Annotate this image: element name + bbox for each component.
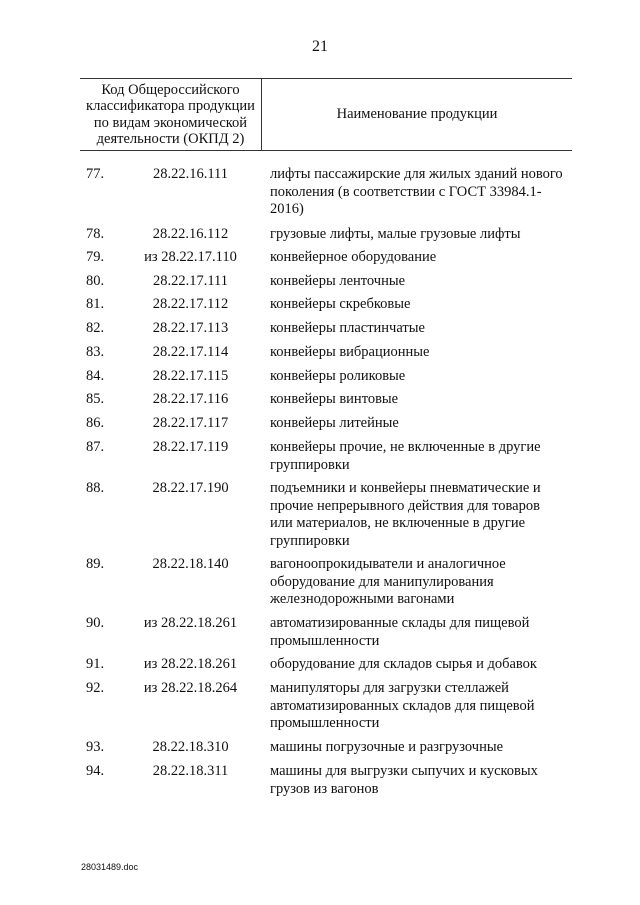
row-code: 28.22.16.112 xyxy=(152,226,229,242)
row-code: 28.22.17.116 xyxy=(152,391,229,407)
row-name: конвейеры ленточные xyxy=(270,273,406,289)
row-code: 28.22.17.119 xyxy=(152,439,229,455)
row-number: 79. xyxy=(86,249,105,265)
row-number: 92. xyxy=(86,680,105,696)
row-code: 28.22.17.115 xyxy=(152,368,229,384)
row-number: 86. xyxy=(86,415,105,431)
row-code: 28.22.17.190 xyxy=(152,480,229,496)
row-number: 81. xyxy=(86,296,105,312)
row-number: 80. xyxy=(86,273,105,289)
row-name: манипуляторы для загрузки стеллажей автоматизированных складов для пищевой промышленности xyxy=(270,680,535,731)
row-code: 28.22.18.311 xyxy=(152,763,229,779)
row-code: 28.22.17.111 xyxy=(152,273,229,289)
row-number: 91. xyxy=(86,656,105,672)
row-number: 94. xyxy=(86,763,105,779)
row-number: 90. xyxy=(86,615,105,631)
row-name: машины для выгрузки сыпучих и кусковых грузов из вагонов xyxy=(270,763,538,797)
table-header xyxy=(80,78,572,151)
row-number: 78. xyxy=(86,226,105,242)
row-code: из 28.22.18.261 xyxy=(143,656,238,672)
row-code: 28.22.17.113 xyxy=(152,320,229,336)
row-name: конвейеры роликовые xyxy=(270,368,406,384)
row-number: 89. xyxy=(86,556,105,572)
row-name: автоматизированные склады для пищевой промышленности xyxy=(270,615,530,649)
row-code: 28.22.18.310 xyxy=(152,739,229,755)
row-name: оборудование для складов сырья и добавок xyxy=(270,656,537,672)
row-code: 28.22.18.140 xyxy=(152,556,229,572)
row-name: конвейеры прочие, не включенные в другие группировки xyxy=(270,439,541,473)
row-name: конвейеры винтовые xyxy=(270,391,399,407)
header-name-column: Наименование продукции xyxy=(336,106,498,122)
row-name: грузовые лифты, малые грузовые лифты xyxy=(270,226,521,242)
row-code: из 28.22.18.264 xyxy=(143,680,238,696)
row-number: 93. xyxy=(86,739,105,755)
row-number: 83. xyxy=(86,344,105,360)
row-name: конвейеры скребковые xyxy=(270,296,411,312)
row-number: 85. xyxy=(86,391,105,407)
row-number: 82. xyxy=(86,320,105,336)
row-code: из 28.22.17.110 xyxy=(144,249,237,265)
row-code: 28.22.17.117 xyxy=(152,415,229,431)
row-name: конвейеры литейные xyxy=(270,415,399,431)
row-name: конвейерное оборудование xyxy=(270,249,437,265)
row-code: 28.22.17.112 xyxy=(152,296,229,312)
row-code: 28.22.17.114 xyxy=(152,344,229,360)
row-number: 77. xyxy=(86,166,105,182)
row-name: машины погрузочные и разгрузочные xyxy=(270,739,504,755)
row-name: конвейеры пластинчатые xyxy=(270,320,425,336)
row-code: из 28.22.18.261 xyxy=(143,615,238,631)
row-number: 84. xyxy=(86,368,105,384)
row-number: 88. xyxy=(86,480,105,496)
page-number: 21 xyxy=(312,38,328,55)
header-code-column: Код Общероссийского классификатора продукции по видам экономической деятельности (ОКПД 2) xyxy=(80,79,262,150)
row-name: вагоноопрокидыватели и аналогичное оборудование для манипулирования железнодорожными вагонами xyxy=(270,556,506,607)
row-number: 87. xyxy=(86,439,105,455)
row-name: лифты пассажирские для жилых зданий нового поколения (в соответствии с ГОСТ 33984.1-2016) xyxy=(270,166,563,217)
row-name: конвейеры вибрационные xyxy=(270,344,430,360)
document-filename: 28031489.doc xyxy=(81,862,139,872)
row-code: 28.22.16.111 xyxy=(152,166,229,182)
row-name: подъемники и конвейеры пневматические и прочие непрерывного действия для товаров или материалов, не включенные в другие группировки xyxy=(270,480,541,549)
